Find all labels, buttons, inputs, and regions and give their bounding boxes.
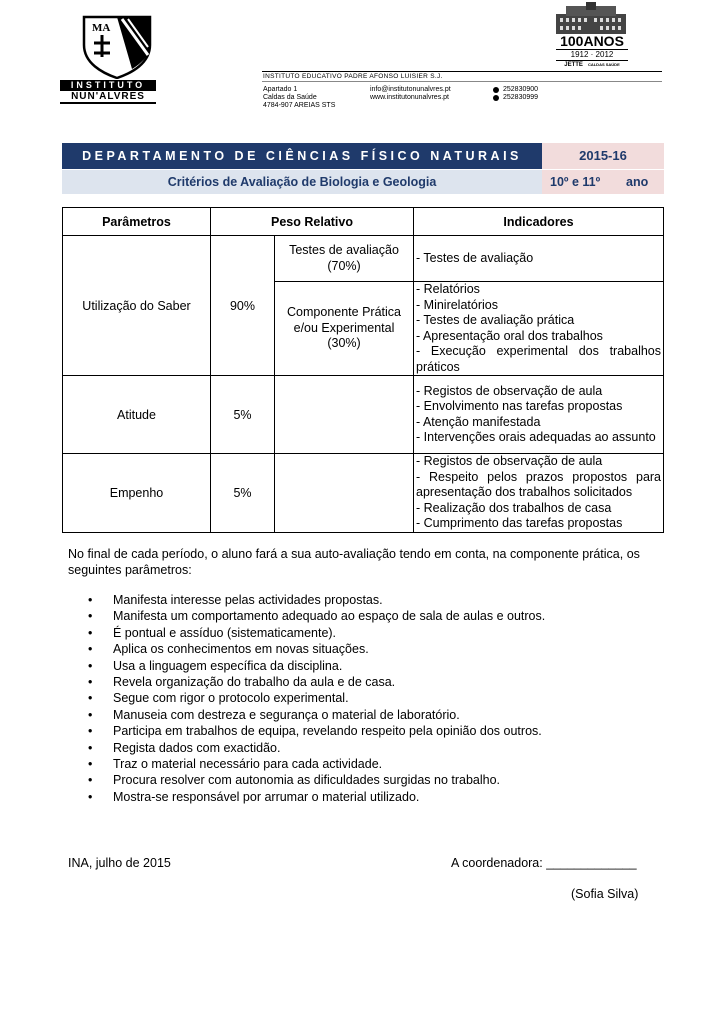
header-phones — [493, 86, 538, 102]
institute-shield-logo — [80, 15, 154, 79]
address-line: Apartado 1 — [263, 86, 298, 93]
criteria-table — [62, 207, 664, 533]
grade-levels-suffix: ano — [626, 175, 649, 189]
indicators-cell — [414, 236, 664, 282]
parameter-cell: Empenho — [63, 454, 211, 533]
bullet-icon: • — [88, 691, 93, 706]
bullet-icon: • — [88, 724, 93, 739]
centenary-title: 100ANOS — [560, 33, 624, 49]
list-item-text: Revela organização do trabalho da aula e de casa. — [113, 675, 396, 690]
self-assessment-list — [68, 592, 545, 805]
fax-icon — [493, 95, 499, 101]
indicators-cell — [414, 454, 664, 533]
list-item — [68, 608, 545, 624]
list-item — [68, 723, 545, 739]
intro-paragraph: No final de cada período, o aluno fará a sua auto-avaliação tendo em conta, na componente prática, os seguintes parâmetros: — [68, 547, 640, 577]
list-item-text: Usa a linguagem específica da disciplina. — [113, 658, 343, 673]
list-item — [68, 625, 545, 641]
bullet-icon: • — [88, 707, 93, 722]
list-item — [68, 740, 545, 756]
signature-name: (Sofia Silva) — [571, 887, 639, 901]
grade-levels-value: 10º e 11º — [550, 175, 601, 189]
list-item-text: Participa em trabalhos de equipa, revelando respeito pela opinião dos outros. — [113, 724, 542, 739]
header-contacts — [370, 86, 451, 102]
indicator-item: - Execução experimental dos trabalhos práticos — [416, 344, 662, 374]
indicators-cell — [414, 376, 664, 454]
table-row — [63, 236, 664, 282]
indicator-item: - Testes de avaliação prática — [416, 313, 575, 327]
list-item-text: É pontual e assíduo (sistematicamente). — [113, 625, 337, 640]
indicator-item: - Realização dos trabalhos de casa — [416, 500, 612, 515]
list-item-text: Procura resolver com autonomia as dificuldades surgidas no trabalho. — [113, 773, 501, 788]
indicator-item: - Respeito pelos prazos propostos para apresentação dos trabalhos solicitados — [416, 469, 662, 499]
table-row — [63, 454, 664, 533]
list-item — [68, 772, 545, 788]
department-title: DEPARTAMENTO DE CIÊNCIAS FÍSICO NATURAIS — [62, 143, 542, 169]
list-item — [68, 756, 545, 772]
weight-cell: 5% — [211, 376, 275, 454]
list-item-text: Aplica os conhecimentos em novas situações. — [113, 642, 369, 657]
phone-icon — [493, 87, 499, 93]
indicator-item: - Intervenções orais adequadas ao assunto — [416, 430, 656, 444]
header-rule — [262, 71, 662, 72]
weight-cell: 5% — [211, 454, 275, 533]
fax-number: 252830999 — [503, 94, 539, 101]
list-item — [68, 789, 545, 805]
header-address — [263, 86, 335, 110]
bullet-icon: • — [88, 789, 93, 804]
list-item — [68, 658, 545, 674]
email-link[interactable]: info@institutonunalvres.pt — [370, 86, 451, 93]
list-item — [68, 641, 545, 657]
table-header-row — [63, 208, 664, 236]
list-item — [68, 690, 545, 706]
address-line: Caldas da Saúde — [263, 94, 317, 101]
indicator-item: - Cumprimento das tarefas propostas — [416, 516, 623, 530]
list-item-text: Manifesta um comportamento adequado ao espaço de sala de aulas e outros. — [113, 609, 546, 624]
empty-component-cell — [275, 376, 414, 454]
weight-cell: 90% — [211, 236, 275, 376]
building-illustration-icon — [556, 2, 626, 34]
indicator-item: - Atenção manifestada — [416, 414, 541, 429]
component-cell: Testes de avaliação (70%) — [275, 236, 414, 282]
centenary-sub-left: JETTE — [564, 62, 583, 68]
centenary-subtitle — [556, 61, 628, 69]
bullet-icon: • — [88, 740, 93, 755]
list-item — [68, 674, 545, 690]
component-cell: Componente Prática e/ou Experimental (30%) — [275, 282, 414, 376]
bullet-icon: • — [88, 625, 93, 640]
parameter-cell: Utilização do Saber — [63, 236, 211, 376]
criteria-title: Critérios de Avaliação de Biologia e Geologia — [62, 170, 542, 194]
indicator-item: - Registos de observação de aula — [416, 454, 603, 468]
indicator-item: - Apresentação oral dos trabalhos — [416, 328, 603, 343]
list-item — [68, 592, 545, 608]
logo-name-line2: NUN'ALVRES — [60, 91, 156, 104]
coordinator-signature-line: A coordenadora: _____________ — [451, 856, 637, 870]
phone-number: 252830900 — [503, 86, 539, 93]
indicator-item: - Minirelatórios — [416, 297, 498, 312]
address-line: 4784-907 AREIAS STS — [263, 102, 336, 109]
list-item-text: Mostra-se responsável por arrumar o material utilizado. — [113, 789, 420, 804]
indicators-cell — [414, 282, 664, 376]
empty-component-cell — [275, 454, 414, 533]
list-item-text: Manifesta interesse pelas actividades propostas. — [113, 593, 383, 607]
place-date: INA, julho de 2015 — [68, 856, 171, 870]
logo-name-line1: INSTITUTO — [60, 80, 156, 91]
centenary-badge — [556, 34, 628, 69]
website-link[interactable]: www.institutonunalvres.pt — [370, 94, 449, 101]
bullet-icon: • — [88, 757, 93, 772]
school-year: 2015-16 — [542, 143, 664, 169]
bullet-icon: • — [88, 658, 93, 673]
header-rule-secondary — [262, 81, 662, 82]
column-header-parameters: Parâmetros — [63, 208, 211, 236]
centenary-sub-right: CALDAS SAÚDE — [587, 62, 620, 67]
list-item — [68, 707, 545, 723]
column-header-weight: Peso Relativo — [211, 208, 414, 236]
indicator-item: - Envolvimento nas tarefas propostas — [416, 399, 623, 413]
parameter-cell: Atitude — [63, 376, 211, 454]
svg-text:MA: MA — [92, 22, 111, 34]
bullet-icon: • — [88, 675, 93, 690]
list-item-text: Segue com rigor o protocolo experimental. — [113, 691, 349, 706]
list-item-text: Traz o material necessário para cada actividade. — [113, 757, 383, 772]
indicator-item: - Registos de observação de aula — [416, 383, 603, 398]
header-org-name: INSTITUTO EDUCATIVO PADRE AFONSO LUISIER S.J. — [263, 73, 443, 80]
grade-levels — [542, 170, 664, 194]
bullet-icon: • — [88, 609, 93, 624]
bullet-icon: • — [88, 642, 93, 657]
table-row — [63, 376, 664, 454]
centenary-years: 1912 · 2012 — [556, 49, 628, 61]
list-item-text: Manuseia com destreza e segurança o material de laboratório. — [113, 707, 460, 722]
column-header-indicators: Indicadores — [414, 208, 664, 236]
indicator-item: - Relatórios — [416, 282, 480, 296]
bullet-icon: • — [88, 773, 93, 788]
bullet-icon: • — [88, 593, 93, 607]
list-item-text: Regista dados com exactidão. — [113, 740, 281, 755]
indicator-item: - Testes de avaliação — [416, 250, 534, 265]
